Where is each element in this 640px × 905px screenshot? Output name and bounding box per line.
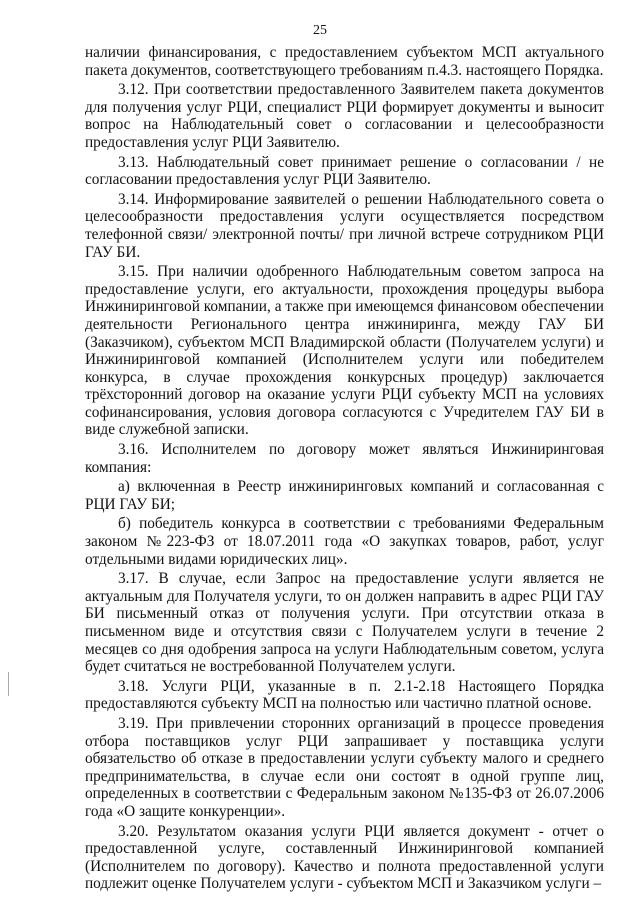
- paragraph: 3.20. Результатом оказания услуги РЦИ является документ - отчет о предоставленной услуге, составленный Инжиниринговой компанией (Исполнителем по договору). Качество и полнота предоставленной услуги подлежит оценке Получателем услуги - субъектом МСП и Заказчиком услуги –: [85, 822, 604, 893]
- paragraph: 3.19. При привлечении сторонних организаций в процессе проведения отбора поставщиков услуг РЦИ запрашивает у поставщика услуги обязательство об отказе в предоставлении услуги субъекту малого и среднего предпринимательства, в случае если они состоят в одной группе лиц, определенных в соответствии с Федеральным законом №135-ФЗ от 26.07.2006 года «О защите конкуренции».: [85, 714, 604, 820]
- paragraph: наличии финансирования, с предоставлением субъектом МСП актуального пакета документов, соответствующего требованиям п.4.3. настоящего Порядка.: [85, 44, 604, 79]
- paragraph: б) победитель конкурса в соответствии с требованиями Федеральным законом №223-ФЗ от 18.07.2011 года «О закупках товаров, работ, услуг отдельными видами юридических лиц».: [85, 515, 604, 568]
- paragraph: 3.12. При соответствии предоставленного Заявителем пакета документов для получения услуг РЦИ, специалист РЦИ формирует документы и выносит вопрос на Наблюдательный совет о согласовании и целесообразности предоставления услуг РЦИ Заявителю.: [85, 81, 604, 151]
- paragraph: 3.13. Наблюдательный совет принимает решение о согласовании / не согласовании предоставления услуг РЦИ Заявителю.: [85, 153, 604, 189]
- paragraph: 3.17. В случае, если Запрос на предоставление услуги является не актуальным для Получателя услуги, то он должен направить в адрес РЦИ ГАУ БИ письменный отказ от получения услуги. При отсутствии отказа в письменном виде и отсутствия связи с Получателем услуги в течение 2 месяцев со дня одобрения запроса на услуги Наблюдательным советом, услуга будет считаться не востребованной Получателем услуги.: [85, 570, 604, 676]
- document-body: [85, 44, 604, 895]
- page-number: 25: [313, 23, 327, 38]
- scan-margin-mark: [8, 672, 9, 696]
- paragraph: 3.14. Информирование заявителей о решении Наблюдательного совета о целесообразности предоставления услуги осуществляется посредством телефонной связи/ электронной почты/ при личной встрече сотрудником РЦИ ГАУ БИ.: [85, 190, 604, 261]
- paragraph: а) включенная в Реестр инжиниринговых компаний и согласованная с РЦИ ГАУ БИ;: [85, 478, 604, 513]
- paragraph: 3.15. При наличии одобренного Наблюдательным советом запроса на предоставление услуги, его актуальности, прохождения процедуры выбора Инжиниринговой компании, а также при имеющемся финансовом обеспечении деятельности Регионального центра инжиниринга, между ГАУ БИ (Заказчиком), субъектом МСП Владимирской области (Получателем услуги) и Инжиниринговой компанией (Исполнителем услуги или победителем конкурса, в случае прохождения конкурсных процедур) заключается трёхсторонний договор на оказание услуги РЦИ субъекту МСП на условиях софинансирования, условия договора согласуются с Учредителем ГАУ БИ в виде служебной записки.: [85, 263, 604, 439]
- paragraph: 3.18. Услуги РЦИ, указанные в п. 2.1-2.18 Настоящего Порядка предоставляются субъекту МСП на полностью или частично платной основе.: [85, 677, 604, 713]
- paragraph: 3.16. Исполнителем по договору может являться Инжиниринговая компания:: [85, 441, 604, 476]
